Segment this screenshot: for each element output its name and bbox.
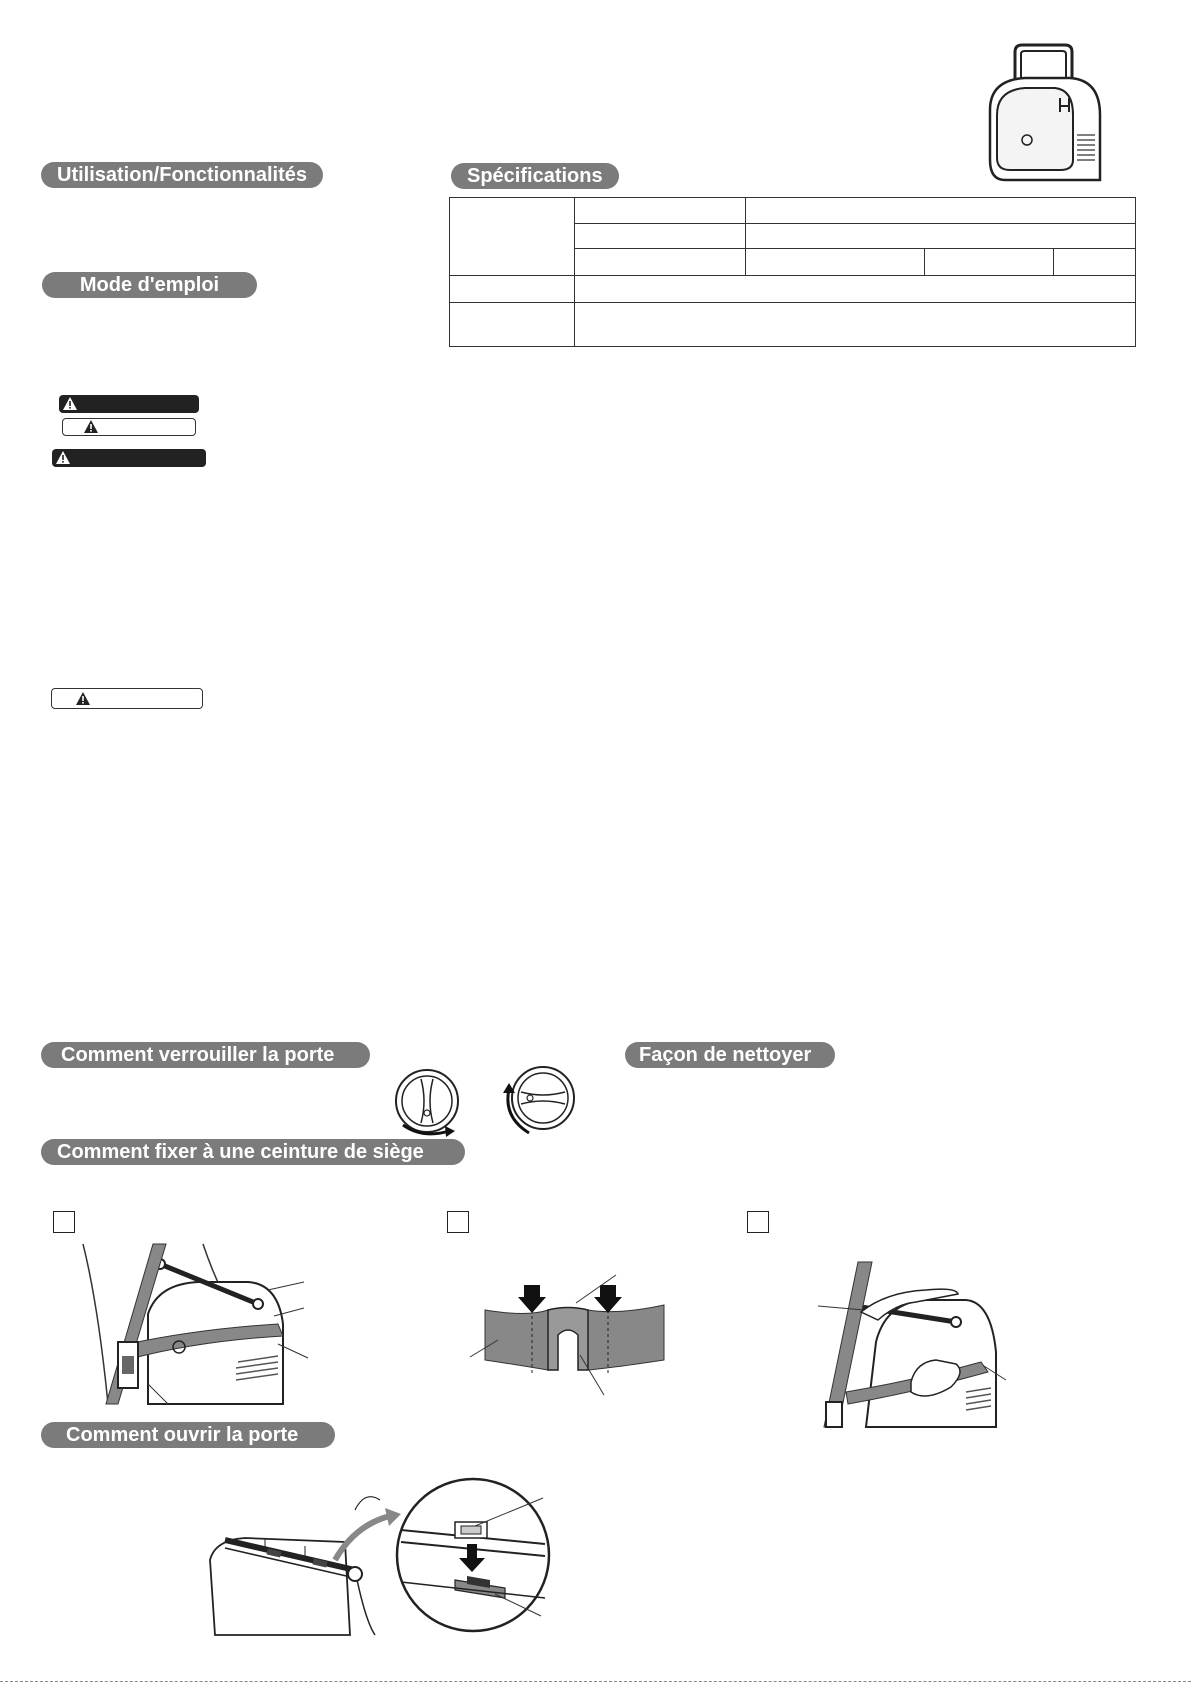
spec-cell [575, 249, 746, 276]
warning-triangle-icon [76, 692, 90, 705]
caution-label [51, 688, 203, 709]
lock-knob-unlocked-illustration [503, 1067, 577, 1137]
warning-triangle-icon [63, 397, 77, 410]
pet-carrier-illustration [985, 40, 1105, 190]
spec-cell [575, 223, 746, 249]
spec-cell-label [450, 275, 575, 303]
spec-cell [575, 303, 1136, 347]
warning-triangle-icon [56, 451, 70, 464]
spec-cell [575, 275, 1136, 303]
spec-cell [746, 223, 1136, 249]
step-number-box-3 [747, 1211, 769, 1233]
seat-belt-section-header: Comment fixer à une ceinture de siège [41, 1139, 465, 1165]
step-number-box-1 [53, 1211, 75, 1233]
seat-belt-step3-illustration [816, 1262, 1021, 1427]
spec-cell-label [450, 303, 575, 347]
page-bottom-dashed-line [0, 1681, 1191, 1682]
cleaning-section-header: Façon de nettoyer [625, 1042, 835, 1068]
seat-belt-step1-illustration [78, 1244, 318, 1404]
warning-label [52, 449, 206, 467]
spec-cell-label-dimensions [450, 198, 575, 276]
specs-section-header: Spécifications [451, 163, 619, 189]
open-door-illustration [205, 1470, 550, 1635]
lock-knob-locked-illustration [393, 1069, 465, 1135]
spec-cell [746, 249, 925, 276]
lock-door-section-header: Comment verrouiller la porte [41, 1042, 370, 1068]
spec-cell [575, 198, 746, 224]
caution-label [62, 418, 196, 436]
step-number-box-2 [447, 1211, 469, 1233]
spec-cell [925, 249, 1054, 276]
usage-section-header: Utilisation/Fonctionnalités [41, 162, 323, 188]
open-door-section-header: Comment ouvrir la porte [41, 1422, 335, 1448]
instructions-section-header: Mode d'emploi [42, 272, 257, 298]
spec-cell [1054, 249, 1136, 276]
warning-triangle-icon [84, 420, 98, 433]
danger-label [59, 395, 199, 413]
specifications-table [449, 197, 1136, 347]
seat-belt-step2-illustration [468, 1275, 668, 1400]
spec-cell [746, 198, 1136, 224]
